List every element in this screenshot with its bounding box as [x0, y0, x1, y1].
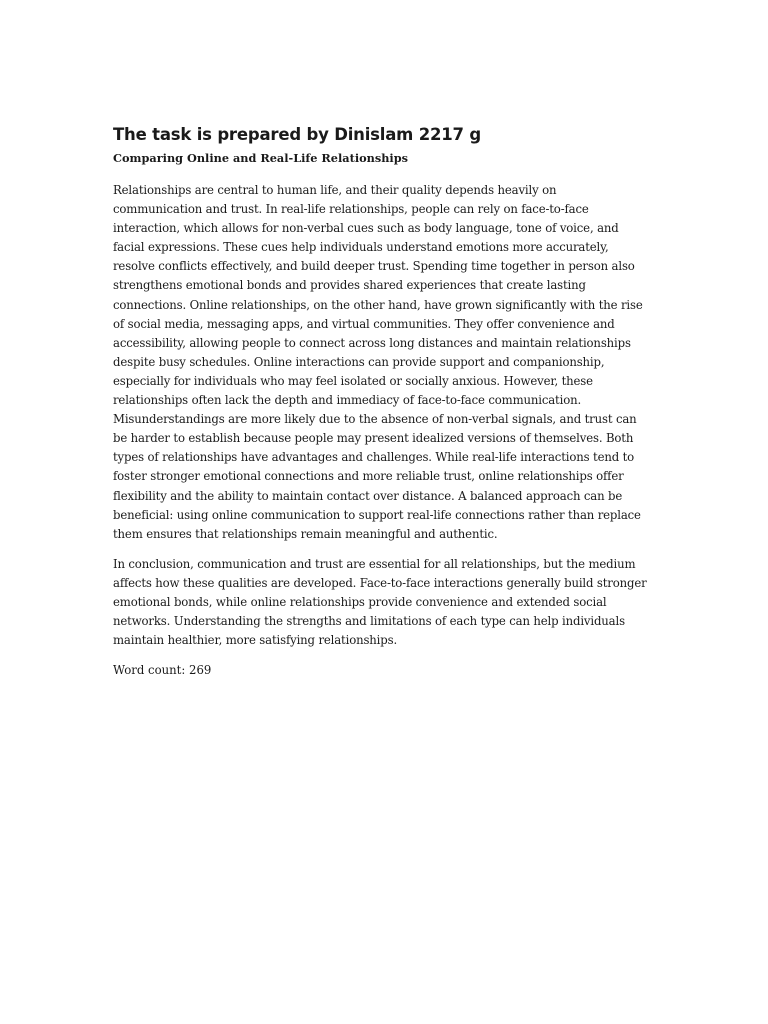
paragraph-line: relationships often lack the depth and immediacy of face-to-face communication.	[113, 393, 582, 408]
paragraph-line: networks. Understanding the strengths and limitations of each type can help individuals	[113, 614, 625, 629]
word-count: Word count: 269	[113, 663, 212, 678]
paragraph-line: connections. Online relationships, on the other hand, have grown significantly with the rise	[113, 297, 643, 312]
paragraph-line: Relationships are central to human life, and their quality depends heavily on	[113, 183, 557, 197]
document-subtitle: Comparing Online and Real-Life Relationships	[113, 151, 408, 165]
document-body	[113, 123, 658, 680]
paragraph-line: maintain healthier, more satisfying relationships.	[113, 633, 398, 648]
paragraph-line: interaction, which allows for non-verbal cues such as body language, tone of voice, and	[113, 221, 619, 236]
paragraph-line: In conclusion, communication and trust are essential for all relationships, but the medium	[113, 556, 636, 571]
paragraph-line: especially for individuals who may feel isolated or socially anxious. However, these	[113, 373, 593, 388]
document-title: The task is prepared by Dinislam 2217 g	[113, 125, 481, 144]
paragraph-line: them ensures that relationships remain meaningful and authentic.	[113, 526, 498, 541]
paragraph-1	[113, 181, 658, 544]
paragraph-line: strengthens emotional bonds and provides shared experiences that create lasting	[113, 278, 586, 293]
paragraph-line: emotional bonds, while online relationships provide convenience and extended social	[113, 594, 607, 609]
paragraph-line: be harder to establish because people may present idealized versions of themselves. Both	[113, 431, 634, 446]
paragraph-line: accessibility, allowing people to connect across long distances and maintain relationships	[113, 335, 631, 350]
paragraph-line: types of relationships have advantages and challenges. While real-life interactions tend to	[113, 450, 635, 465]
paragraph-line: communication and trust. In real-life relationships, people can rely on face-to-face	[113, 202, 589, 217]
paragraph-line: flexibility and the ability to maintain contact over distance. A balanced approach can be	[113, 488, 623, 503]
paragraph-line: Misunderstandings are more likely due to the absence of non-verbal signals, and trust can	[113, 412, 637, 427]
paragraph-line: resolve conflicts effectively, and build deeper trust. Spending time together in person also	[113, 259, 635, 274]
paragraph-line: facial expressions. These cues help individuals understand emotions more accurately,	[113, 240, 609, 255]
paragraph-line: despite busy schedules. Online interactions can provide support and companionship,	[113, 354, 605, 369]
paragraph-line: foster stronger emotional connections and more reliable trust, online relationships offer	[113, 469, 624, 484]
paragraph-2	[113, 555, 658, 650]
paragraph-line: affects how these qualities are developed. Face-to-face interactions generally build stronger	[113, 575, 647, 590]
paragraph-line: beneficial: using online communication to support real-life connections rather than replace	[113, 507, 641, 522]
paragraph-line: of social media, messaging apps, and virtual communities. They offer convenience and	[113, 316, 615, 331]
